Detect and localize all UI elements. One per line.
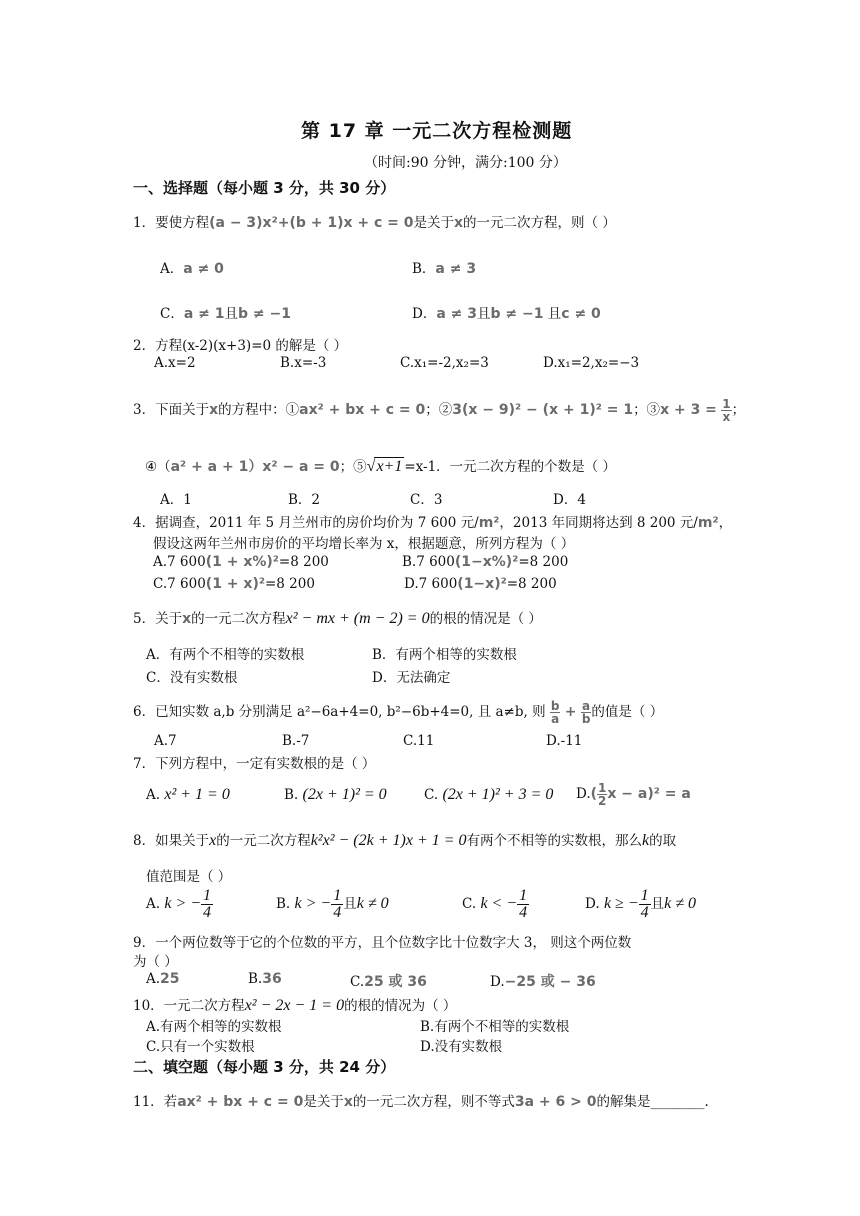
question-7-option-b: B. (2x + 1)² = 0 <box>284 786 387 803</box>
question-7-stem: 7．下列方程中，一定有实数根的是（ ） <box>133 756 376 772</box>
question-10-option-d: D.没有实数根 <box>420 1039 503 1055</box>
fraction-one-quarter: $\frac{1}{4}$ <box>519 887 528 921</box>
question-10-option-b: B.有两个不相等的实数根 <box>420 1019 570 1035</box>
question-4-stem: 4．据调查，2011 年 5 月兰州市的房价均价为 7 600 元/m²，2013 年同期将达到 8 200 元/m²， <box>133 515 733 531</box>
question-9-stem-line2: 为（ ） <box>133 954 178 970</box>
question-3-option-c: C．3 <box>410 492 443 508</box>
fraction-one-half: $\frac{1}{2}$ <box>598 781 607 808</box>
question-11-stem: 11．若ax² + bx + c = 0是关于x的一元二次方程，则不等式3a + 6 > 0的解集是________. <box>133 1094 709 1110</box>
fraction-b-over-a: $\frac{b}{a}$ <box>550 699 560 726</box>
question-3-option-d: D．4 <box>553 492 586 508</box>
question-1-option-c: C．a ≠ 1且b ≠ −1 <box>160 306 291 322</box>
fraction-one-quarter: $\frac{1}{4}$ <box>333 887 342 921</box>
question-9-option-b: B.36 <box>248 971 282 987</box>
question-3-option-b: B．2 <box>288 492 321 508</box>
question-9-stem: 9．一个两位数等于它的个位数的平方，且个位数字比十位数字大 3， 则这个两位数 <box>133 935 632 951</box>
question-2-option-d: D.x₁=2,x₂=−3 <box>543 355 640 371</box>
question-3-option-a: A．1 <box>160 492 192 508</box>
question-6-option-d: D.-11 <box>546 733 583 749</box>
question-8-option-b: B. k > − $\frac{1}{4}$ 且k ≠ 0 <box>276 887 389 921</box>
question-10-option-a: A.有两个相等的实数根 <box>146 1019 282 1035</box>
question-4-option-c: C.7 600(1 + x)²=8 200 <box>153 576 315 592</box>
question-4-stem-line2: 假设这两年兰州市房价的平均增长率为 x，根据题意，所列方程为（ ） <box>153 536 575 552</box>
question-5-stem: 5．关于x的一元二次方程x² − mx + (m − 2) = 0的根的情况是（ ） <box>133 610 542 627</box>
question-8-option-d: D. k ≥ − $\frac{1}{4}$ 且k ≠ 0 <box>585 887 697 921</box>
question-6-option-b: B.-7 <box>282 733 310 749</box>
section-heading-choice: 一、选择题（每小题 3 分，共 30 分） <box>133 179 396 197</box>
section-heading-fill: 二、填空题（每小题 3 分，共 24 分） <box>133 1058 396 1076</box>
fraction-one-quarter: $\frac{1}{4}$ <box>203 887 212 921</box>
question-2-stem: 2．方程(x-2)(x+3)=0 的解是（ ） <box>133 338 348 354</box>
question-10-stem: 10．一元二次方程x² − 2x − 1 = 0的根的情况为（ ） <box>133 997 457 1014</box>
question-3-stem-line2: ④（a² + a + 1）x² − a = 0；⑤√x+1 =x-1．一元二次方程的个数是（ ） <box>145 458 616 475</box>
question-2-option-c: C.x₁=-2,x₂=3 <box>400 355 489 371</box>
question-1-option-d: D．a ≠ 3且b ≠ −1 且c ≠ 0 <box>412 306 601 322</box>
exam-meta: （时间:90 分钟，满分:100 分） <box>364 155 567 171</box>
question-10-option-c: C.只有一个实数根 <box>146 1039 255 1055</box>
question-5-option-a: A．有两个不相等的实数根 <box>146 647 305 663</box>
question-9-option-c: C.25 或 36 <box>350 974 427 990</box>
question-5-option-b: B．有两个相等的实数根 <box>372 647 517 663</box>
question-1-option-a: A．a ≠ 0 <box>160 261 224 277</box>
question-6-option-a: A.7 <box>154 733 177 749</box>
question-4-option-b: B.7 600(1−x%)²=8 200 <box>402 554 569 570</box>
fraction-a-over-b: $\frac{a}{b}$ <box>581 699 591 726</box>
question-8-stem-line2: 值范围是（ ） <box>146 869 232 885</box>
question-9-option-a: A.25 <box>146 971 180 987</box>
question-8-option-c: C. k < − $\frac{1}{4}$ <box>462 887 528 921</box>
question-3-stem: 3．下面关于x的方程中：①ax² + bx + c = 0；②3(x − 9)² − (x + 1)² = 1；③x + 3 = $\frac{1}{x}$ ； <box>133 397 746 424</box>
page-title: 第 17 章 一元二次方程检测题 <box>301 120 573 142</box>
question-4-option-a: A.7 600(1 + x%)²=8 200 <box>153 554 329 570</box>
question-9-option-d: D.−25 或 − 36 <box>490 974 596 990</box>
question-6-option-c: C.11 <box>403 733 435 749</box>
question-7-option-c: C. (2x + 1)² + 3 = 0 <box>424 786 554 803</box>
question-2-option-b: B.x=-3 <box>280 355 327 371</box>
question-8-stem: 8．如果关于x的一元二次方程k²x² − (2k + 1)x + 1 = 0有两个不相等的实数根，那么k的取 <box>133 832 677 849</box>
question-7-option-d: D.( $\frac{1}{2}$ x − a)² = a <box>576 781 691 808</box>
question-1-option-b: B．a ≠ 3 <box>412 261 477 277</box>
question-8-option-a: A. k > − $\frac{1}{4}$ <box>146 887 212 921</box>
question-7-option-a: A. x² + 1 = 0 <box>146 786 230 803</box>
question-4-option-d: D.7 600(1−x)²=8 200 <box>404 576 557 592</box>
question-2-option-a: A.x=2 <box>154 355 196 371</box>
fraction-one-over-x: $\frac{1}{x}$ <box>722 397 731 424</box>
fraction-one-quarter: $\frac{1}{4}$ <box>640 887 649 921</box>
question-5-option-d: D．无法确定 <box>372 670 451 686</box>
question-1-stem: 1．要使方程(a − 3)x²+(b + 1)x + c = 0是关于x的一元二次方程，则（ ） <box>133 215 616 231</box>
question-6-stem: 6．已知实数 a,b 分别满足 a²−6a+4=0, b²−6b+4=0, 且 a≠b, 则 $\frac{b}{a}$ + $\frac{a}{b}$ 的值是（ ） <box>133 699 664 726</box>
sqrt-symbol: √ <box>366 458 376 475</box>
question-5-option-c: C．没有实数根 <box>146 670 238 686</box>
